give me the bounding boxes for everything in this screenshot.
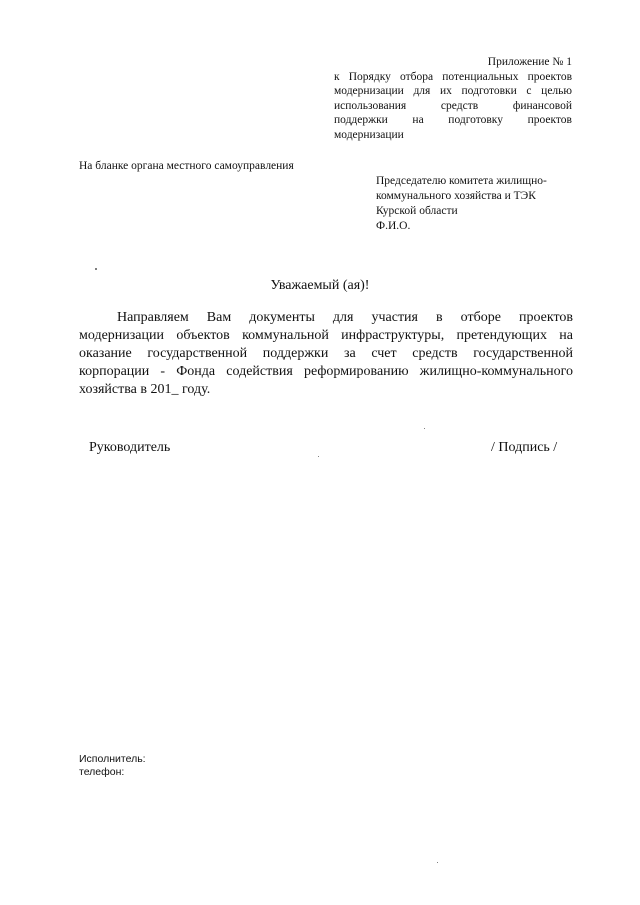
appendix-block: [334, 55, 572, 142]
scan-speck: [437, 862, 438, 863]
body-line: Направляем Вам документы для участия в отборе проектов: [117, 310, 573, 325]
addressee-line: Ф.И.О.: [376, 220, 411, 232]
addressee-block: [376, 174, 572, 234]
body-line: хозяйства в 201_ году.: [79, 382, 211, 397]
appendix-line: модернизации: [334, 128, 404, 141]
addressee-line: коммунального хозяйства и ТЭК: [376, 190, 536, 202]
signature-placeholder: / Подпись /: [491, 440, 558, 455]
body-line: корпорации - Фонда содействия реформированию жилищно-коммунального: [79, 364, 573, 379]
appendix-line: модернизации для их подготовки с целью: [334, 85, 572, 97]
body-line: модернизации объектов коммунальной инфраструктуры, претендующих на: [79, 328, 573, 343]
appendix-line: использования средств финансовой: [334, 99, 572, 112]
phone-label: телефон:: [79, 766, 125, 778]
addressee-line: Курской области: [376, 205, 458, 217]
executor-label: Исполнитель:: [79, 753, 146, 765]
letter-body: [79, 309, 573, 399]
body-line: оказание государственной поддержки за счет средств государственной: [79, 346, 573, 361]
head-label: Руководитель: [89, 440, 171, 455]
scan-speck: [424, 428, 425, 429]
scan-speck: [95, 268, 97, 270]
appendix-line: поддержки на подготовку проектов: [334, 114, 572, 126]
addressee-line: Председателю комитета жилищно-: [376, 175, 547, 187]
scan-speck: [318, 456, 319, 457]
appendix-line: к Порядку отбора потенциальных проектов: [334, 70, 572, 83]
salutation: Уважаемый (ая)!: [270, 278, 370, 293]
letterhead-note: На бланке органа местного самоуправления: [79, 160, 294, 172]
appendix-number: Приложение № 1: [487, 56, 572, 68]
executor-block: [79, 753, 146, 779]
